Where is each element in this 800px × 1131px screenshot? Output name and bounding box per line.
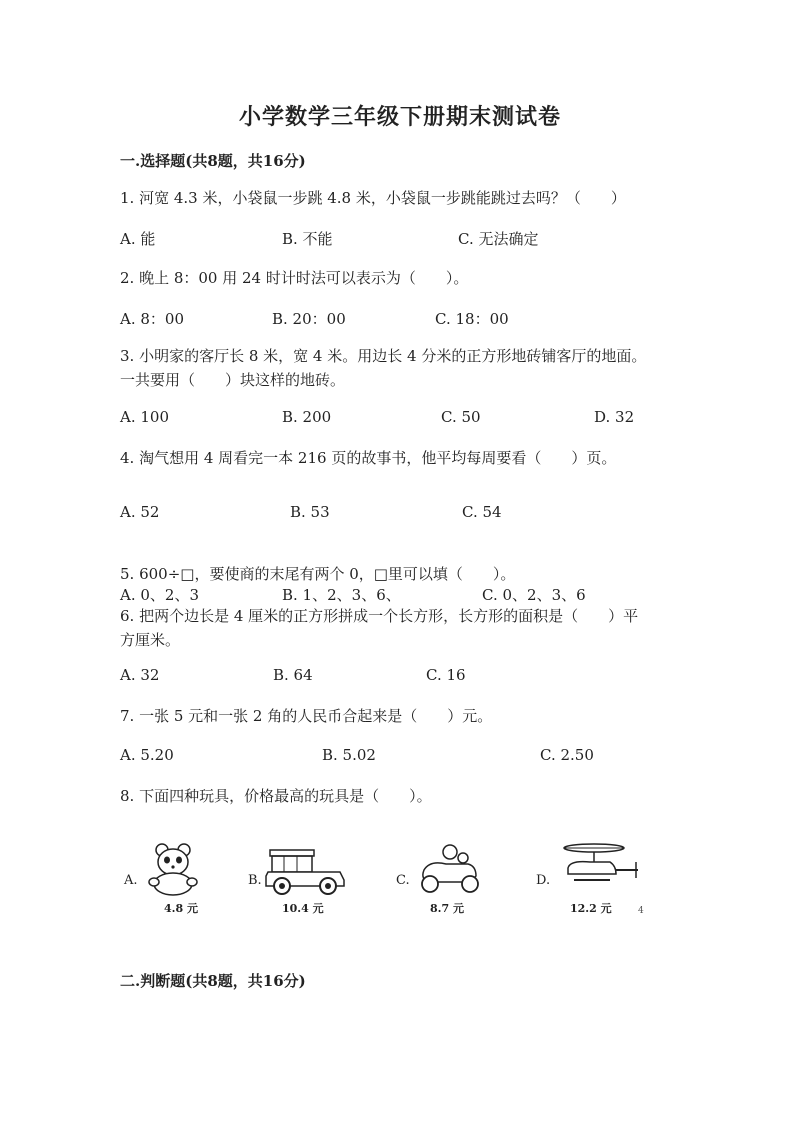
toy-c-price: 8.7 元 [430,902,464,915]
question-1: 1. 河宽 4.3 米，小袋鼠一步跳 4.8 米，小袋鼠一步跳能跳过去吗？（ ） [120,189,626,207]
question-3-line-2: 一共要用（ ）块这样的地砖。 [120,371,346,389]
q5-option-c: C. 0、2、3、6 [482,586,586,604]
q4-option-c: C. 54 [462,503,502,521]
q5-option-a: A. 0、2、3 [120,586,199,604]
q2-option-a: A. 8：00 [120,310,184,328]
section-heading-judgement: 二.判断题(共8题，共16分) [120,972,306,990]
q7-option-b: B. 5.02 [322,746,376,764]
q3-option-a: A. 100 [120,408,169,426]
toy-options-figure [120,840,660,930]
q2-option-c: C. 18：00 [435,310,509,328]
q4-option-b: B. 53 [290,503,330,521]
q1-option-a: A. 能 [120,230,156,248]
question-5: 5. 600÷□，要使商的末尾有两个 0，□里可以填（ ）。 [120,565,516,583]
q5-option-b: B. 1、2、3、6、 [282,586,401,604]
q2-option-b: B. 20：00 [272,310,346,328]
page-title: 小学数学三年级下册期末测试卷 [238,104,561,130]
question-4: 4. 淘气想用 4 周看完一本 216 页的故事书，他平均每周要看（ ）页。 [120,449,617,467]
q3-option-c: C. 50 [441,408,481,426]
section-heading-choice: 一.选择题(共8题，共16分) [120,152,306,170]
question-3-line-1: 3. 小明家的客厅长 8 米，宽 4 米。用边长 4 分米的正方形地砖铺客厅的地面。 [120,347,647,365]
toy-option-b [248,840,358,920]
panda-toy-icon [138,840,208,898]
question-2: 2. 晚上 8：00 用 24 时计时法可以表示为（ ）。 [120,269,469,287]
helicopter-toy-icon [550,840,640,898]
q3-option-b: B. 200 [282,408,332,426]
toy-option-d [536,840,646,920]
q4-option-a: A. 52 [120,503,160,521]
jeep-toy-icon [262,840,352,898]
q6-option-b: B. 64 [273,666,313,684]
question-6-line-1: 6. 把两个边长是 4 厘米的正方形拼成一个长方形，长方形的面积是（ ）平 [120,607,639,625]
q7-option-a: A. 5.20 [120,746,174,764]
toy-a-letter: A. [124,873,138,888]
question-6-line-2: 方厘米。 [120,631,181,649]
toy-d-price: 12.2 元 [570,902,612,915]
q1-option-c: C. 无法确定 [458,230,539,248]
scooter-toy-icon [410,840,490,898]
question-7: 7. 一张 5 元和一张 2 角的人民币合起来是（ ）元。 [120,707,493,725]
q7-option-c: C. 2.50 [540,746,594,764]
question-8: 8. 下面四种玩具，价格最高的玩具是（ ）。 [120,787,432,805]
toy-c-letter: C. [396,873,410,888]
q6-option-c: C. 16 [426,666,466,684]
toy-a-price: 4.8 元 [164,902,198,915]
toy-b-letter: B. [248,873,262,888]
toy-option-a [124,840,234,920]
stray-mark: 4 [638,906,644,916]
toy-b-price: 10.4 元 [282,902,324,915]
toy-d-letter: D. [536,873,551,888]
toy-option-c [396,840,506,920]
q1-option-b: B. 不能 [282,230,333,248]
q3-option-d: D. 32 [594,408,635,426]
q6-option-a: A. 32 [120,666,160,684]
